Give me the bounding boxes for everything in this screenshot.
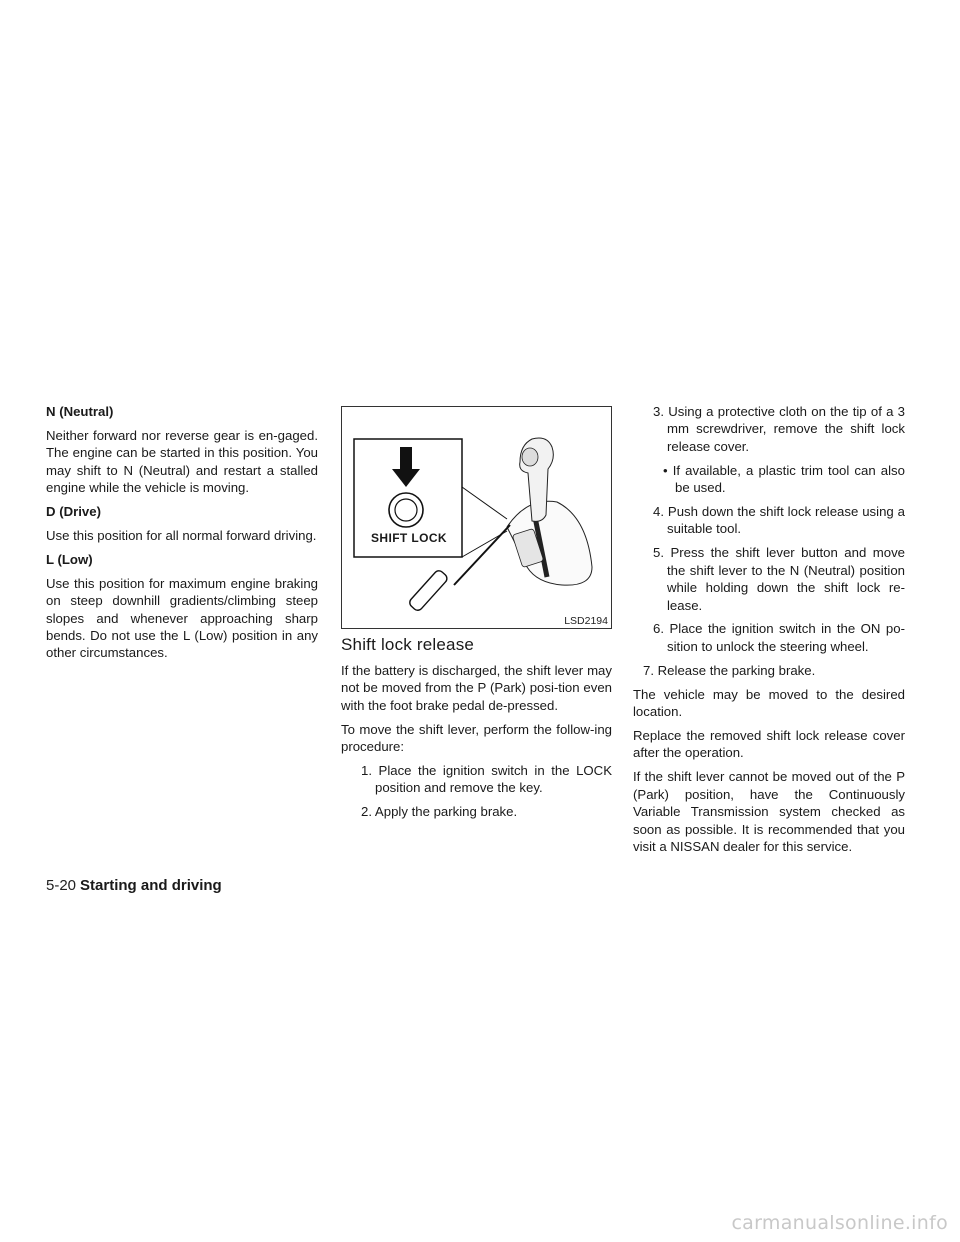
moved-text: The vehicle may be moved to the desired location. xyxy=(633,686,905,720)
left-column xyxy=(46,403,318,668)
step-4: 4. Push down the shift lock release using a suitable tool. xyxy=(653,504,905,537)
procedure-intro: To move the shift lever, perform the follow-ing procedure: xyxy=(341,721,612,755)
shift-lock-label: SHIFT LOCK xyxy=(371,531,447,545)
shift-lock-figure xyxy=(341,406,612,629)
drive-heading: D (Drive) xyxy=(46,504,101,520)
intro-text: If the battery is discharged, the shift lever may not be moved from the P (Park) posi-tion even with the foot brake pedal de-pressed. xyxy=(341,663,612,713)
page-number: 5-20 xyxy=(46,877,77,894)
replace-cover-text: Replace the removed shift lock release cover after the operation. xyxy=(633,728,905,761)
page-footer xyxy=(46,876,222,896)
right-column xyxy=(633,403,905,862)
step-2: 2. Apply the parking brake. xyxy=(361,804,518,820)
neutral-heading: N (Neutral) xyxy=(46,404,114,419)
step-1: 1. Place the ignition switch in the LOCK position and remove the key. xyxy=(361,763,612,796)
figure-code: LSD2194 xyxy=(564,615,608,627)
step-5: 5. Press the shift lever button and move the shift lever to the N (Neutral) position while holding down the shift lock re-lease. xyxy=(653,545,905,613)
step-7: 7. Release the parking brake. xyxy=(643,662,816,678)
neutral-text: Neither forward nor reverse gear is en-gaged. The engine can be started in this position. You may shift to N (Neutral) and restart a stalled engine while the vehicle is moving. xyxy=(46,427,318,496)
step-3-bullet: • If available, a plastic trim tool can also be used. xyxy=(663,462,905,496)
section-title: Shift lock release xyxy=(341,635,475,654)
step-6: 6. Place the ignition switch in the ON po-sition to unlock the steering wheel. xyxy=(653,621,905,654)
shift-lock-illustration xyxy=(342,407,611,628)
step-3: 3. Using a protective cloth on the tip of a 3 mm screwdriver, remove the shift lock release cover. xyxy=(653,404,905,454)
low-heading: L (Low) xyxy=(46,551,93,567)
chapter-title: Starting and driving xyxy=(80,877,222,894)
drive-text: Use this position for all normal forward driving. xyxy=(46,527,317,543)
watermark: carmanualsonline.info xyxy=(731,1212,948,1234)
cannot-move-text: If the shift lever cannot be moved out of the P (Park) position, have the Continuously Variable Transmission system checked as soon as possible. It is recommended that you visit a NISSAN dealer for this service. xyxy=(633,769,905,854)
low-text: Use this position for maximum engine braking on steep downhill gradients/climbing steep slopes and whenever approaching sharp bends. Do not use the L (Low) position in any other circumstances. xyxy=(46,575,318,661)
middle-column xyxy=(341,634,612,827)
